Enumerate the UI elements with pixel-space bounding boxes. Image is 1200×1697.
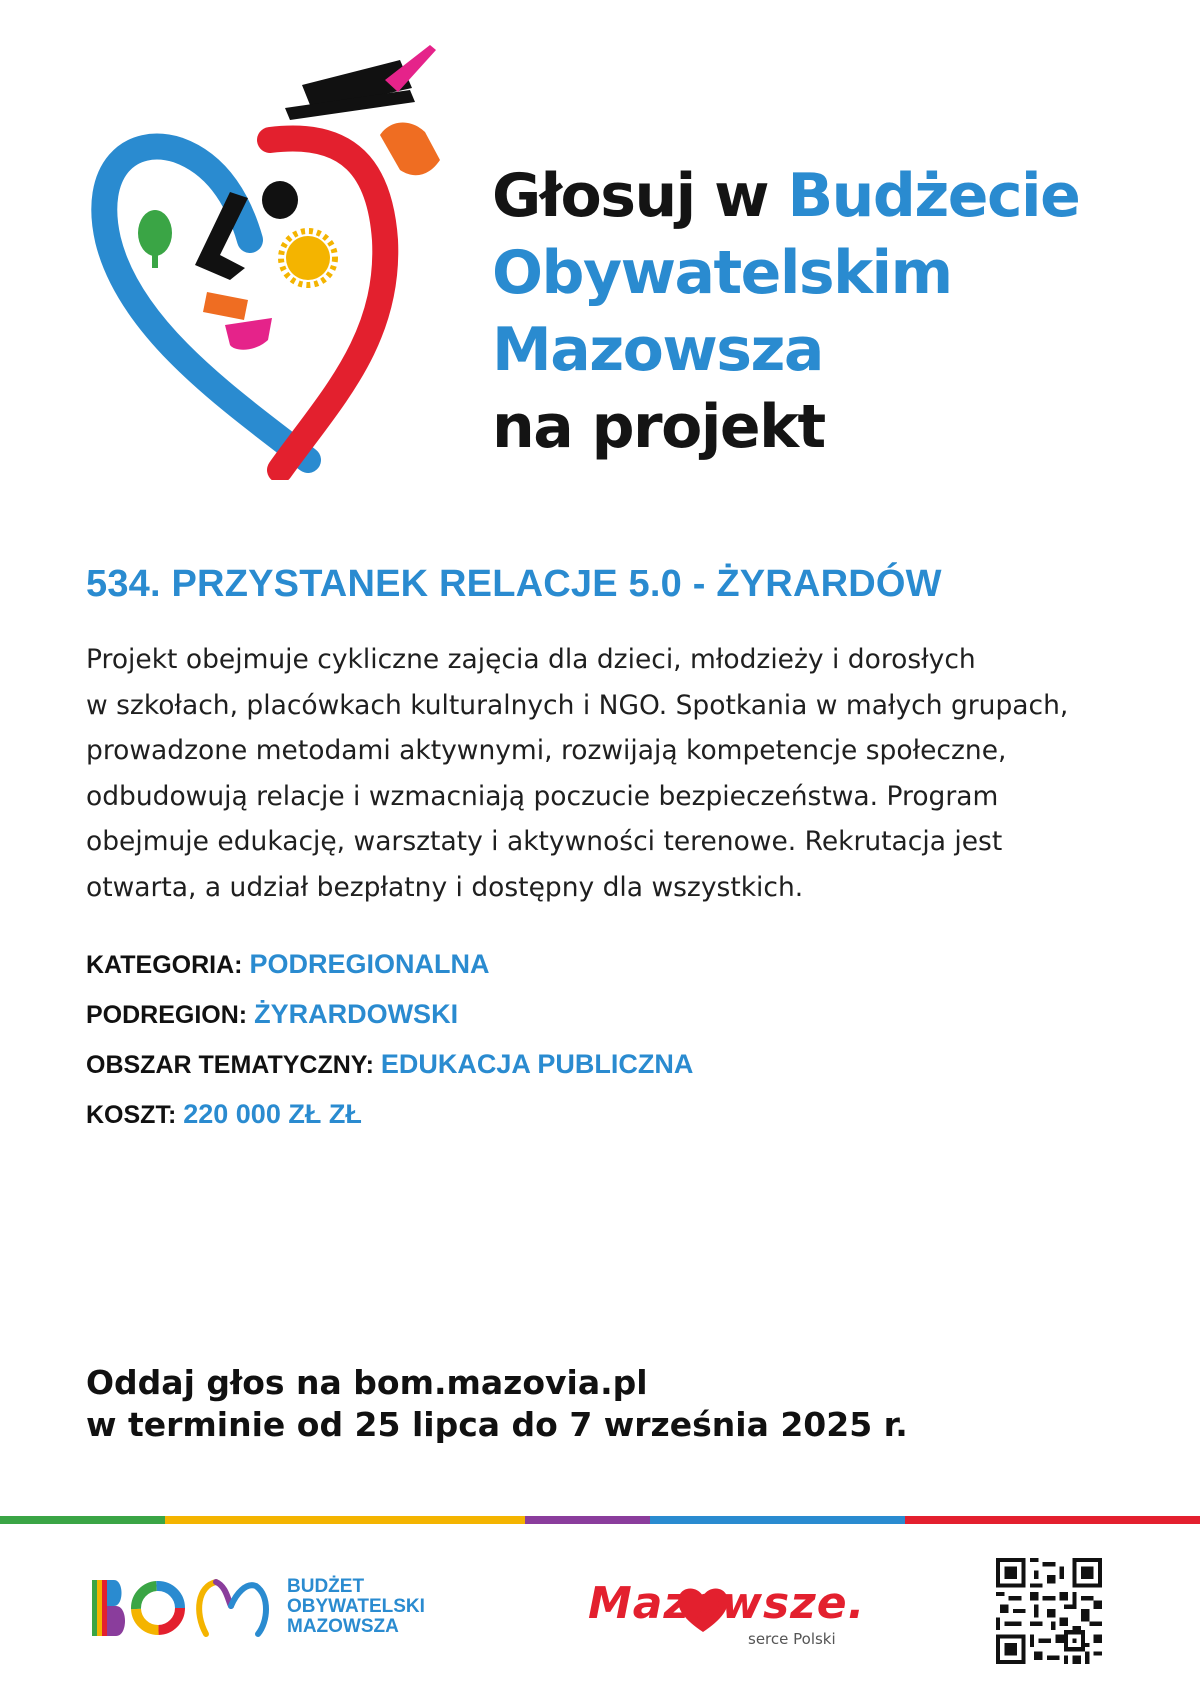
- meta-label: PODREGION:: [86, 1001, 248, 1029]
- headline-blue: Budżecie: [787, 161, 1080, 231]
- meta-label: KOSZT:: [86, 1101, 177, 1129]
- bom-line3: MAZOWSZA: [287, 1616, 399, 1637]
- project-title: 534. PRZYSTANEK RELACJE 5.0 - ŻYRARDÓW: [86, 563, 942, 605]
- qr-code: [996, 1558, 1102, 1664]
- meta-label: OBSZAR TEMATYCZNY:: [86, 1051, 374, 1079]
- mazowsze-logo: Mazowsze.: [588, 1578, 866, 1629]
- meta-value: 220 000 ZŁ ZŁ: [183, 1099, 362, 1129]
- mazowsze-tagline: serce Polski: [748, 1630, 836, 1648]
- desc-line: odbudowują relacje i wzmacniają poczucie bezpieczeństwa. Program: [86, 780, 999, 812]
- project-meta: [86, 940, 693, 1140]
- meta-label: KATEGORIA:: [86, 951, 243, 979]
- letter-m-icon: [199, 1582, 266, 1634]
- sun-icon: [281, 231, 335, 285]
- headline: [492, 158, 1079, 466]
- headline-line2: Obywatelskim: [492, 238, 952, 308]
- bom-line1: BUDŻET: [287, 1576, 365, 1597]
- headline-line1: [492, 158, 1079, 235]
- color-stripe: [0, 1516, 1200, 1524]
- desc-line: prowadzone metodami aktywnymi, rozwijają kompetencje społeczne,: [86, 735, 1007, 766]
- mouth-orange-icon: [203, 292, 248, 320]
- meta-cost: [86, 1090, 693, 1140]
- bom-text: [287, 1577, 425, 1637]
- vote-line2: w terminie od 25 lipca do 7 września 2025 r.: [86, 1405, 908, 1444]
- desc-line: w szkołach, placówkach kulturalnych i NGO. Spotkania w małych grupach,: [86, 689, 1069, 721]
- meta-value: PODREGIONALNA: [249, 949, 490, 979]
- meta-category: [86, 940, 693, 990]
- meta-theme: [86, 1040, 693, 1090]
- desc-line: otwarta, a udział bezpłatny i dostępny dla wszystkich.: [86, 871, 804, 903]
- letter-o-icon: [136, 1586, 180, 1630]
- headline-line4: na projekt: [492, 392, 825, 462]
- vote-info: [86, 1362, 908, 1446]
- desc-line: obejmuje edukację, warsztaty i aktywności terenowe. Rekrutacja jest: [86, 826, 1003, 857]
- tree-icon: [138, 210, 172, 268]
- eye-icon: [262, 181, 298, 219]
- meta-subregion: [86, 990, 693, 1040]
- headline-dark: Głosuj w: [492, 161, 788, 231]
- meta-value: ŻYRARDOWSKI: [254, 999, 459, 1029]
- heart-face-logo: [80, 40, 460, 480]
- project-description: [86, 637, 1126, 910]
- vote-line1: Oddaj głos na bom.mazovia.pl: [86, 1363, 648, 1402]
- letter-b-icon: [92, 1580, 125, 1636]
- meta-value: EDUKACJA PUBLICZNA: [380, 1049, 694, 1079]
- headline-line3: Mazowsza: [492, 315, 823, 385]
- desc-line: Projekt obejmuje cykliczne zajęcia dla dzieci, młodzieży i dorosłych: [86, 644, 976, 675]
- bom-line2: OBYWATELSKI: [287, 1596, 425, 1617]
- mouth-pink-icon: [225, 318, 272, 350]
